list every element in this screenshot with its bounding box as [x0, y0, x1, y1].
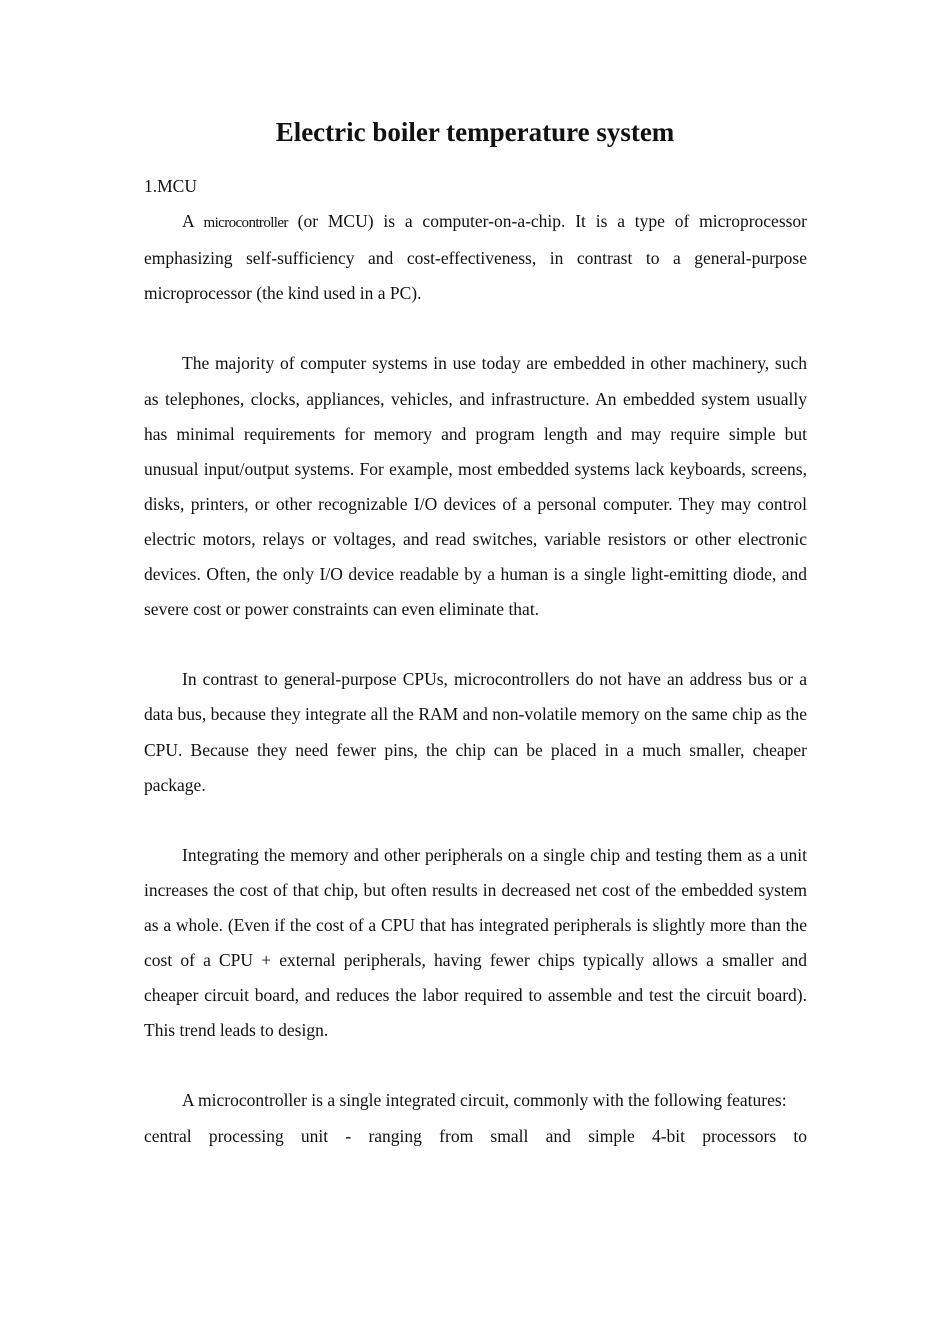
- feature-list-line-cpu: central processing unit - ranging from small and simple 4-bit processors to: [144, 1125, 807, 1146]
- section-heading: 1.MCU: [144, 176, 197, 196]
- paragraph-cpu-contrast: In contrast to general-purpose CPUs, microcontrollers do not have an address bus or a data bus, because they integrate all the RAM and non-volatile memory on the same chip as the CPU. Because they need fewer pins, the chip can be placed in a much smaller, cheaper package.: [144, 669, 807, 795]
- paragraph-lead-word: A: [182, 211, 194, 232]
- document-title: Electric boiler temperature system: [275, 117, 675, 147]
- term-microcontroller: microcontroller: [203, 215, 288, 232]
- paragraph-mcu-definition: [144, 204, 807, 311]
- paragraph-integration-cost: Integrating the memory and other peripherals on a single chip and testing them as a unit increases the cost of that chip, but often results in decreased net cost of the embedded system as a whole. (Even if the cost of a CPU that has integrated peripherals is slightly more than the cost of a CPU + external peripherals, having fewer chips typically allows a smaller and cheaper circuit board, and reduces the labor required to assemble and test the circuit board). This trend leads to design.: [144, 844, 807, 1041]
- paragraph-mcu-definition-text: (or MCU) is a computer-on-a-chip. It is a type of microprocessor emphasizing self-sufficiency and cost-effectiveness, in contrast to a general-purpose microprocessor (the kind used in a PC).: [144, 211, 808, 304]
- paragraph-embedded-systems: The majority of computer systems in use today are embedded in other machinery, such as telephones, clocks, appliances, vehicles, and infrastructure. An embedded system usually has minimal requirements for memory and program length and may require simple but unusual input/output systems. For example, most embedded systems lack keyboards, screens, disks, printers, or other recognizable I/O devices of a personal computer. They may control electric motors, relays or voltages, and read switches, variable resistors or other electronic devices. Often, the only I/O device readable by a human is a single light-emitting diode, and severe cost or power constraints can even eliminate that.: [144, 353, 807, 620]
- document-body: [144, 169, 807, 1154]
- paragraph-mcu-features: A microcontroller is a single integrated circuit, commonly with the following features:: [182, 1090, 787, 1111]
